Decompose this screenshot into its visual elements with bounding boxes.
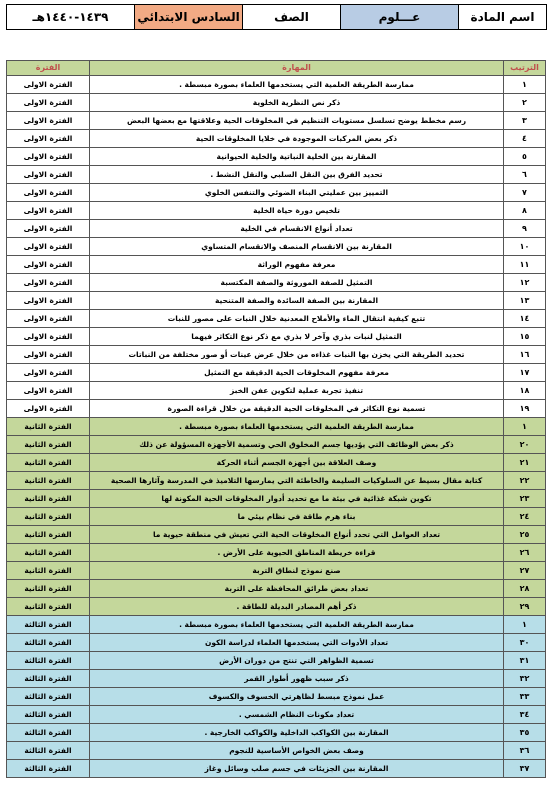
row-period: الفترة الاولى: [7, 400, 90, 418]
table-row: [7, 328, 546, 346]
row-number: ٦: [504, 166, 546, 184]
row-number: ٢: [504, 94, 546, 112]
row-skill: معرفة مفهوم الوراثة: [90, 256, 504, 274]
row-skill: ممارسة الطريقة العلمية التي يستخدمها العلماء بصورة مبسطة .: [90, 418, 504, 436]
row-skill: تسمية نوع التكاثر في المخلوقات الحية الدقيقة من خلال قراءة الصورة: [90, 400, 504, 418]
row-skill: رسم مخطط يوضح تسلسل مستويات التنظيم في المخلوقات الحية وعلاقتها مع بعضها البعض: [90, 112, 504, 130]
row-number: ٣٠: [504, 634, 546, 652]
subject-label: اسم المادة: [459, 5, 547, 30]
row-number: ٢٥: [504, 526, 546, 544]
row-number: ٢١: [504, 454, 546, 472]
table-row: [7, 202, 546, 220]
row-period: الفترة الثانية: [7, 562, 90, 580]
row-skill: بناء هرم طاقة في نظام بيئي ما: [90, 508, 504, 526]
table-row: [7, 634, 546, 652]
row-number: ١: [504, 76, 546, 94]
row-skill: وصف العلاقة بين أجهزة الجسم أثناء الحركة: [90, 454, 504, 472]
row-skill: تسمية الظواهر التي تنتج من دوران الأرض: [90, 652, 504, 670]
row-period: الفترة الاولى: [7, 328, 90, 346]
row-period: الفترة الثالثة: [7, 688, 90, 706]
row-skill: ذكر بعض المركبات الموجودة في خلايا المخلوقات الحية: [90, 130, 504, 148]
row-period: الفترة الاولى: [7, 166, 90, 184]
row-number: ٢٤: [504, 508, 546, 526]
row-number: ١: [504, 418, 546, 436]
row-period: الفترة الاولى: [7, 220, 90, 238]
table-row: [7, 382, 546, 400]
row-skill: ممارسة الطريقة العلمية التي يستخدمها العلماء بصورة مبسطة .: [90, 616, 504, 634]
row-skill: تعداد بعض طرائق المحافظة على التربة: [90, 580, 504, 598]
row-period: الفترة الثالثة: [7, 724, 90, 742]
row-period: الفترة الثالثة: [7, 670, 90, 688]
table-row: [7, 76, 546, 94]
row-skill: ذكر بعض الوظائف التي يؤديها جسم المخلوق الحي وتسمية الأجهزة المسؤولة عن ذلك: [90, 436, 504, 454]
row-period: الفترة الاولى: [7, 76, 90, 94]
row-period: الفترة الثانية: [7, 580, 90, 598]
table-row: [7, 346, 546, 364]
row-skill: معرفة مفهوم المخلوقات الحية الدقيقة مع التمثيل: [90, 364, 504, 382]
table-row: [7, 130, 546, 148]
header-table: [6, 4, 547, 30]
table-row: [7, 562, 546, 580]
table-row: [7, 94, 546, 112]
row-number: ١٧: [504, 364, 546, 382]
row-period: الفترة الثانية: [7, 454, 90, 472]
table-row: [7, 364, 546, 382]
row-skill: تتبع كيفية انتقال الماء والأملاح المعدنية خلال النبات على مصور للنبات: [90, 310, 504, 328]
row-number: ٢٧: [504, 562, 546, 580]
row-period: الفترة الثانية: [7, 598, 90, 616]
table-row: [7, 706, 546, 724]
table-row: [7, 310, 546, 328]
row-number: ٢٠: [504, 436, 546, 454]
row-number: ١٠: [504, 238, 546, 256]
row-period: الفترة الثانية: [7, 490, 90, 508]
row-number: ٣٣: [504, 688, 546, 706]
row-period: الفترة الثانية: [7, 508, 90, 526]
row-skill: تعداد أنواع الانقسام في الخلية: [90, 220, 504, 238]
row-number: ٢٩: [504, 598, 546, 616]
table-row: [7, 526, 546, 544]
table-row: [7, 148, 546, 166]
table-row: [7, 544, 546, 562]
row-skill: التمييز بين عمليتي البناء الضوئي والتنفس الخلوي: [90, 184, 504, 202]
table-row: [7, 184, 546, 202]
row-number: ١١: [504, 256, 546, 274]
row-skill: تنفيذ تجربة عملية لتكوين عفن الخبز: [90, 382, 504, 400]
row-number: ٣٤: [504, 706, 546, 724]
grade-value: السادس الابتدائي: [135, 5, 243, 30]
row-period: الفترة الثالثة: [7, 760, 90, 778]
table-row: [7, 472, 546, 490]
row-skill: ذكر سبب ظهور أطوار القمر: [90, 670, 504, 688]
row-number: ٥: [504, 148, 546, 166]
row-period: الفترة الثانية: [7, 472, 90, 490]
row-skill: ذكر أهم المصادر البديلة للطاقة .: [90, 598, 504, 616]
column-header-period: الفترة: [7, 61, 90, 76]
row-number: ٩: [504, 220, 546, 238]
table-row: [7, 760, 546, 778]
row-period: الفترة الثالثة: [7, 706, 90, 724]
row-number: ١٥: [504, 328, 546, 346]
row-number: ٣٢: [504, 670, 546, 688]
row-number: ٢٨: [504, 580, 546, 598]
row-period: الفترة الاولى: [7, 256, 90, 274]
row-period: الفترة الاولى: [7, 274, 90, 292]
table-row: [7, 400, 546, 418]
row-period: الفترة الاولى: [7, 310, 90, 328]
table-row: [7, 598, 546, 616]
academic-year: ١٤٣٩-١٤٤٠هـ: [7, 5, 135, 30]
row-period: الفترة الثانية: [7, 436, 90, 454]
row-skill: قراءة خريطة المناطق الحيوية على الأرض .: [90, 544, 504, 562]
row-number: ١٢: [504, 274, 546, 292]
row-skill: كتابة مقال بسيط عن السلوكيات السليمة والخاطئة التي يمارسها التلاميذ في المدرسة وآثارها الصحية: [90, 472, 504, 490]
table-body: [7, 76, 546, 778]
row-period: الفترة الاولى: [7, 202, 90, 220]
subject-value: عـــلوم: [341, 5, 459, 30]
table-row: [7, 742, 546, 760]
row-period: الفترة الاولى: [7, 94, 90, 112]
table-row: [7, 454, 546, 472]
column-header-number: الترتيب: [504, 61, 546, 76]
row-skill: تعداد مكونات النظام الشمسي .: [90, 706, 504, 724]
row-number: ٢٢: [504, 472, 546, 490]
row-number: ٣: [504, 112, 546, 130]
table-row: [7, 616, 546, 634]
row-skill: وصف بعض الخواص الأساسية للنجوم: [90, 742, 504, 760]
row-number: ١٨: [504, 382, 546, 400]
row-skill: تعداد العوامل التي تحدد أنواع المخلوقات الحية التي تعيش في منطقة حيوية ما: [90, 526, 504, 544]
table-row: [7, 490, 546, 508]
row-number: ٣١: [504, 652, 546, 670]
table-row: [7, 256, 546, 274]
table-row: [7, 220, 546, 238]
table-row: [7, 652, 546, 670]
table-row: [7, 274, 546, 292]
row-skill: عمل نموذج مبسط لظاهرتي الخسوف والكسوف: [90, 688, 504, 706]
row-number: ٣٧: [504, 760, 546, 778]
row-number: ١: [504, 616, 546, 634]
table-row: [7, 508, 546, 526]
row-period: الفترة الاولى: [7, 364, 90, 382]
row-period: الفترة الاولى: [7, 112, 90, 130]
table-row: [7, 112, 546, 130]
row-period: الفترة الاولى: [7, 148, 90, 166]
row-skill: المقارنة بين الكواكب الداخلية والكواكب الخارجية .: [90, 724, 504, 742]
row-number: ١٤: [504, 310, 546, 328]
row-period: الفترة الثانية: [7, 544, 90, 562]
row-period: الفترة الثانية: [7, 526, 90, 544]
row-period: الفترة الثالثة: [7, 652, 90, 670]
row-period: الفترة الاولى: [7, 184, 90, 202]
row-skill: ذكر نص النظرية الخلوية: [90, 94, 504, 112]
row-period: الفترة الاولى: [7, 382, 90, 400]
row-number: ١٩: [504, 400, 546, 418]
row-period: الفترة الثالثة: [7, 634, 90, 652]
table-row: [7, 238, 546, 256]
row-skill: المقارنة بين الانقسام المنصف والانقسام المتساوي: [90, 238, 504, 256]
row-skill: تحديد الفرق بين النقل السلبي والنقل النشط .: [90, 166, 504, 184]
row-number: ٣٦: [504, 742, 546, 760]
row-skill: المقارنة بين الجزيئات في جسم صلب وسائل وغاز: [90, 760, 504, 778]
row-number: ٢٣: [504, 490, 546, 508]
row-period: الفترة الثانية: [7, 418, 90, 436]
row-skill: تكوين شبكة غذائية في بيئة ما مع تحديد أدوار المخلوقات الحية المكونة لها: [90, 490, 504, 508]
row-skill: ممارسة الطريقة العلمية التي يستخدمها العلماء بصورة مبسطة .: [90, 76, 504, 94]
row-skill: التمثيل للصفة الموروثة والصفة المكتسبة: [90, 274, 504, 292]
row-skill: تعداد الأدوات التي يستخدمها العلماء لدراسة الكون: [90, 634, 504, 652]
row-period: الفترة الاولى: [7, 130, 90, 148]
row-number: ١٦: [504, 346, 546, 364]
row-period: الفترة الاولى: [7, 238, 90, 256]
grade-label: الصف: [243, 5, 341, 30]
row-skill: تلخيص دورة حياة الخلية: [90, 202, 504, 220]
skills-table: [6, 60, 546, 778]
row-number: ٤: [504, 130, 546, 148]
row-period: الفترة الثالثة: [7, 742, 90, 760]
table-row: [7, 670, 546, 688]
row-number: ٢٦: [504, 544, 546, 562]
table-row: [7, 418, 546, 436]
table-row: [7, 436, 546, 454]
table-row: [7, 688, 546, 706]
row-skill: المقارنة بين الصفة السائدة والصفة المتنحية: [90, 292, 504, 310]
column-header-skill: المهارة: [90, 61, 504, 76]
table-header-row: [7, 61, 546, 76]
table-row: [7, 166, 546, 184]
row-skill: تحديد الطريقة التي يخزن بها النبات غذاءه من خلال عرض عينات أو صور مختلفة من النباتات: [90, 346, 504, 364]
row-period: الفترة الاولى: [7, 346, 90, 364]
row-skill: التمثيل لنبات بذري وآخر لا بذري مع ذكر نوع التكاثر فيهما: [90, 328, 504, 346]
row-number: ٧: [504, 184, 546, 202]
row-number: ١٣: [504, 292, 546, 310]
table-row: [7, 580, 546, 598]
row-period: الفترة الثالثة: [7, 616, 90, 634]
row-number: ٨: [504, 202, 546, 220]
row-skill: صنع نموذج لنطاق التربة: [90, 562, 504, 580]
row-number: ٣٥: [504, 724, 546, 742]
table-row: [7, 292, 546, 310]
table-row: [7, 724, 546, 742]
row-period: الفترة الاولى: [7, 292, 90, 310]
row-skill: المقارنة بين الخلية النباتية والخلية الحيوانية: [90, 148, 504, 166]
